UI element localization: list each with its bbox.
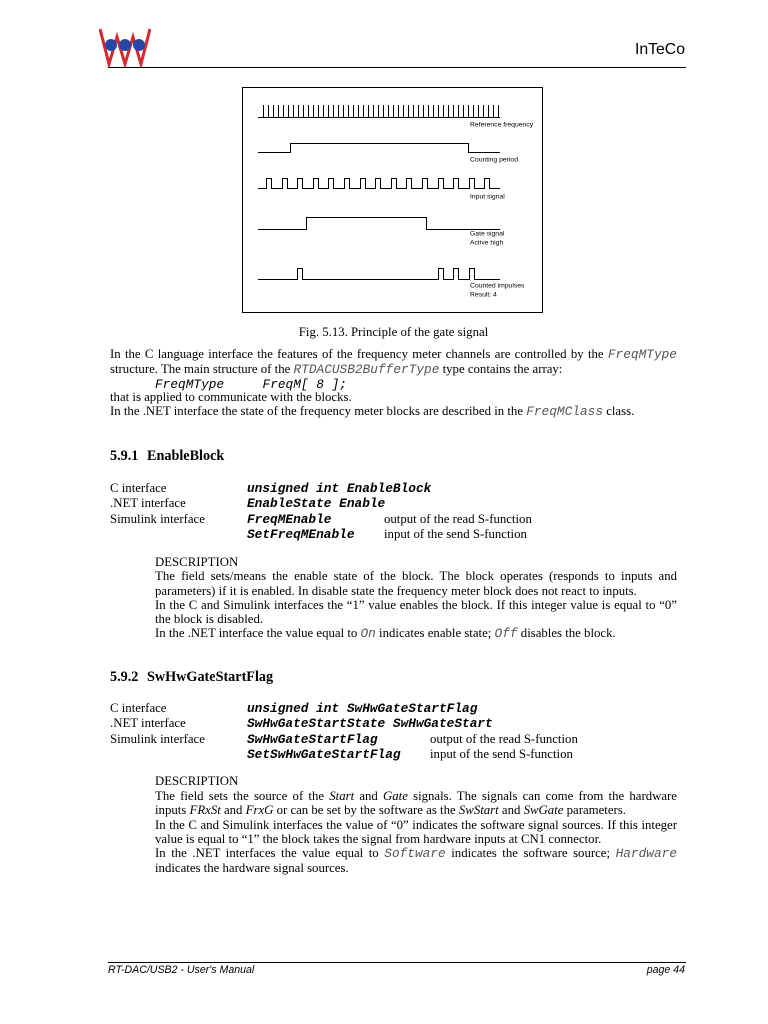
inteco-logo-icon (99, 27, 151, 67)
description-line (155, 789, 677, 804)
interface-note: output of the read S-function (430, 731, 578, 746)
description-line (155, 626, 616, 641)
description-text: disables the block. (517, 625, 616, 640)
interface-value: unsigned int EnableBlock (247, 480, 432, 496)
section-title: SwHwGateStartFlag (147, 668, 274, 685)
interface-value: EnableState Enable (247, 495, 386, 511)
interface-row (110, 732, 677, 747)
emphasis: Start (329, 788, 355, 803)
interface-note: input of the send S-function (430, 746, 573, 761)
description-text: signals. The signals can come from the hardware (407, 788, 677, 803)
section-title: EnableBlock (147, 447, 225, 464)
description-text: inputs (155, 802, 190, 817)
description-text: indicates the software source; (445, 845, 616, 860)
interface-row (110, 481, 677, 496)
gate-signal (258, 218, 500, 230)
description-text: and (498, 802, 524, 817)
intro-line-3: that is applied to communicate with the blocks. (110, 389, 352, 404)
footer-manual-title: RT-DAC/USB2 - User's Manual (108, 964, 255, 976)
timing-diagram (242, 87, 543, 313)
header-rule (108, 67, 686, 68)
logo-dot-1 (105, 39, 117, 51)
description-text: and (220, 802, 246, 817)
input-signal (258, 179, 500, 189)
logo-dot-3 (133, 39, 145, 51)
interface-row (110, 701, 677, 716)
section-number: 5.9.1 (110, 447, 139, 464)
identifier: Off (494, 625, 518, 641)
interface-label: .NET interface (110, 495, 186, 510)
input-signal-label: Input signal (470, 193, 505, 201)
description-line: In the C and Simulink interfaces the “1” value enables the block. If this integer value is equal to “0” (155, 597, 677, 612)
interface-value: SetSwHwGateStartFlag (247, 746, 401, 762)
counting-period-label: Counting period (470, 156, 518, 164)
company-name: InTeCo (634, 41, 685, 58)
description-heading: DESCRIPTION (155, 554, 239, 569)
emphasis: SwStart (458, 802, 499, 817)
description-line: The field sets/means the enable state of the block. The block operates (responds to inputs and (155, 568, 677, 583)
description-text: indicates enable state; (375, 625, 495, 640)
intro-text: In the C language interface the features of the frequency meter channels are controlled by the (110, 347, 608, 361)
description-line: the block is disabled. (155, 611, 264, 626)
interface-value: FreqMEnable (247, 511, 332, 527)
counted-impulses-signal (258, 269, 500, 280)
description-line (155, 846, 677, 861)
description-line: indicates the hardware signal sources. (155, 860, 349, 875)
intro-line-2 (110, 362, 562, 377)
interface-row (110, 496, 677, 511)
description-text: or can be set by the software as the (273, 802, 459, 817)
description-line: In the C and Simulink interfaces the value of “0” indicates the software signal sources. If this integer (155, 817, 677, 832)
counted-impulses-label: Counted impulses (470, 282, 525, 290)
gate-signal-sublabel: Active high (470, 239, 504, 247)
intro-line-1 (110, 347, 677, 362)
interface-note: output of the read S-function (384, 511, 532, 526)
interface-row (110, 527, 677, 542)
intro-text: class. (603, 403, 635, 418)
emphasis: FRxSt (189, 802, 221, 817)
description-text: parameters. (563, 802, 626, 817)
counting-period-signal (258, 144, 500, 153)
interface-label: Simulink interface (110, 511, 205, 526)
code-declaration: FreqMType FreqM[ 8 ]; (155, 376, 347, 392)
identifier: Hardware (615, 845, 678, 861)
interface-label: Simulink interface (110, 731, 205, 746)
page-number: page 44 (646, 964, 685, 976)
emphasis: FrxG (245, 802, 274, 817)
intro-text: structure. The main structure of the (110, 361, 294, 376)
logo-dot-2 (119, 39, 131, 51)
gate-signal-label: Gate signal (470, 230, 505, 238)
interface-label: C interface (110, 700, 167, 715)
interface-label: .NET interface (110, 715, 186, 730)
interface-row (110, 716, 677, 731)
description-text: In the .NET interface the value equal to (155, 625, 361, 640)
intro-text: In the .NET interface the state of the frequency meter blocks are described in the (110, 403, 527, 418)
emphasis: Gate (383, 788, 408, 803)
identifier: On (360, 625, 376, 641)
interface-note: input of the send S-function (384, 526, 527, 541)
emphasis: SwGate (523, 802, 564, 817)
section-number: 5.9.2 (110, 668, 139, 685)
description-line (155, 803, 626, 818)
identifier: Software (384, 845, 446, 861)
description-text: In the .NET interfaces the value equal to (155, 845, 385, 860)
reference-frequency-signal (258, 105, 500, 118)
interface-value: SwHwGateStartFlag (247, 731, 378, 747)
interface-row (110, 747, 677, 762)
intro-text: type contains the array: (439, 361, 563, 376)
description-line: value is equal to “1” the block takes the signal from hardware inputs at CN1 connector. (155, 831, 602, 846)
reference-frequency-label: Reference frequency (470, 121, 534, 129)
intro-line-4 (110, 404, 634, 419)
description-text: The field sets the source of the (155, 788, 330, 803)
counted-impulses-result: Result: 4 (470, 291, 497, 299)
identifier: FreqMClass (526, 403, 603, 419)
figure-caption: Fig. 5.13. Principle of the gate signal (298, 324, 489, 339)
interface-row (110, 512, 677, 527)
interface-label: C interface (110, 480, 167, 495)
description-line: parameters) if it is enabled. In disable state the frequency meter block does not react to inputs. (155, 583, 637, 598)
interface-value: unsigned int SwHwGateStartFlag (247, 700, 478, 716)
identifier: FreqMType (607, 347, 677, 362)
description-text: and (354, 788, 383, 803)
footer-rule (108, 962, 686, 963)
description-heading: DESCRIPTION (155, 773, 239, 788)
interface-value: SetFreqMEnable (247, 526, 355, 542)
interface-value: SwHwGateStartState SwHwGateStart (247, 715, 493, 731)
identifier: RTDACUSB2BufferType (293, 361, 440, 377)
